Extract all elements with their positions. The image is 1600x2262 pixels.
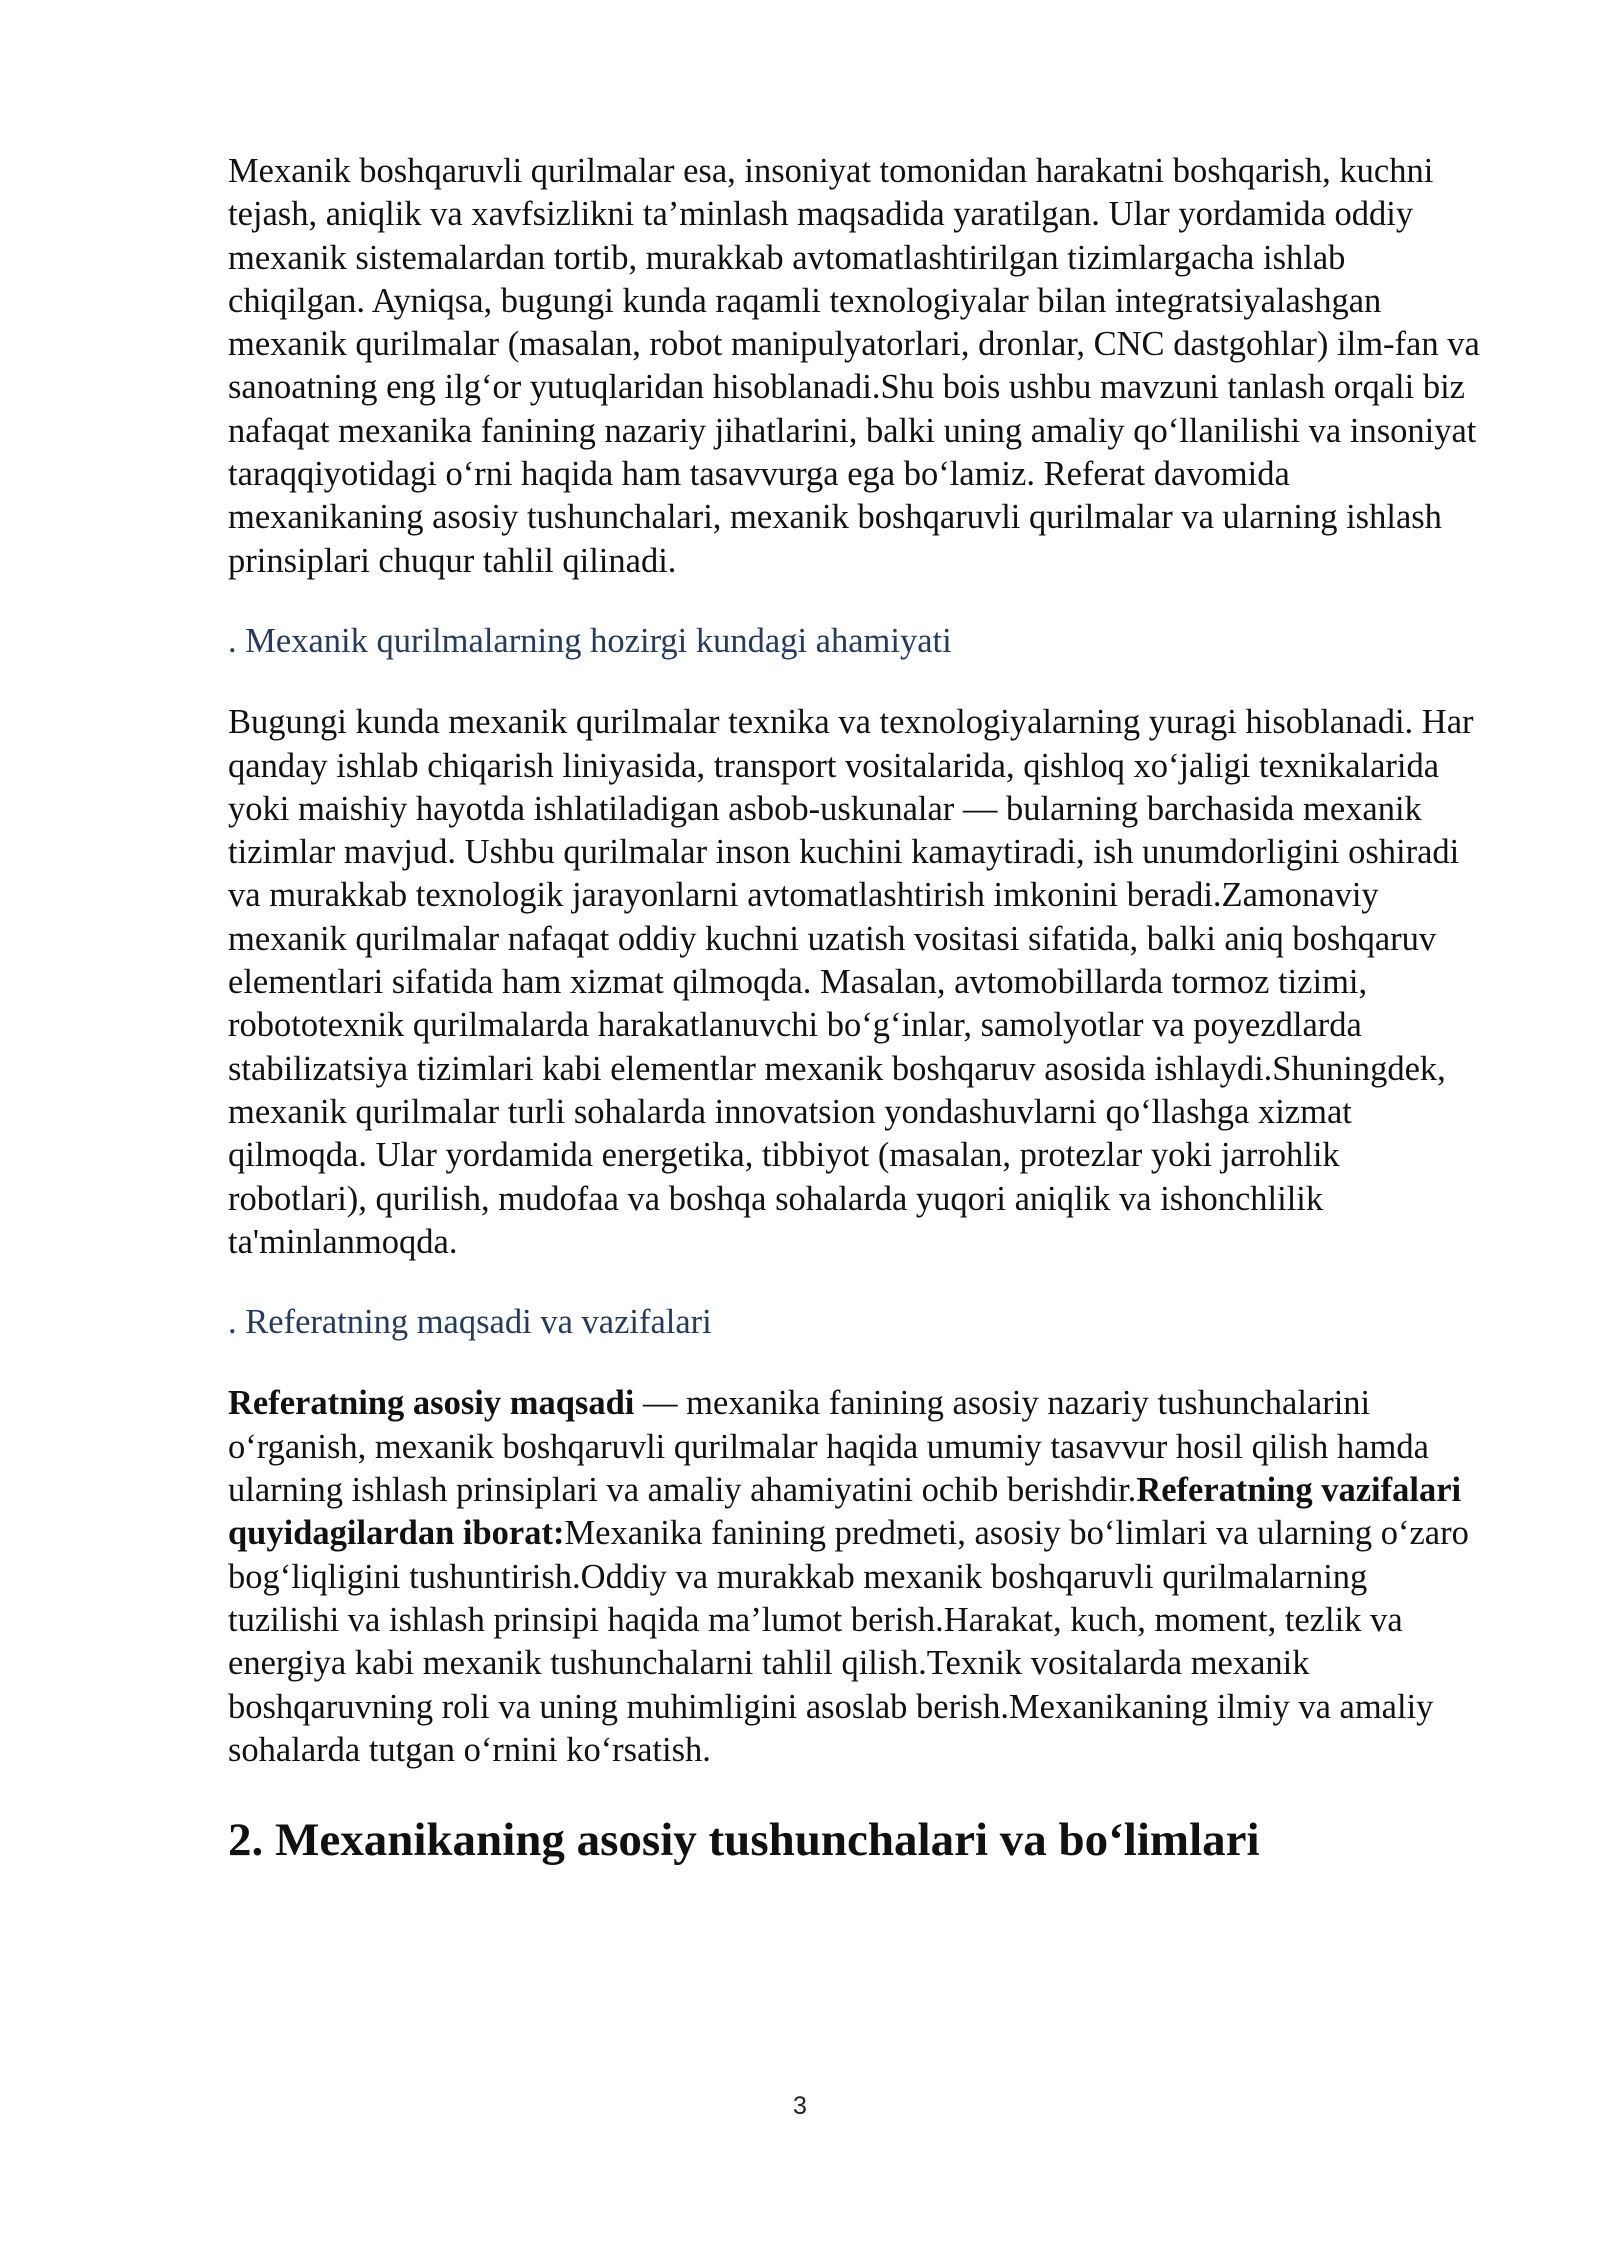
page-number: 3 bbox=[793, 2092, 807, 2120]
section-heading: 2. Mexanikaning asosiy tushunchalari va bo‘limlari bbox=[228, 1814, 1260, 1867]
intro-paragraph: Mexanik boshqaruvli qurilmalar esa, insoniyat tomonidan harakatni boshqarish, kuchni tejash, aniqlik va xavfsizlikni ta’minlash maqsadida yaratilgan. Ular yordamida oddiy mexanik sistemalardan tortib, murakkab avtomatlashtirilgan tizimlargacha ishlab chiqilgan. Ayniqsa, bugungi kunda raqamli texnologiyalar bilan integratsiyalashgan mexanik qurilmalar (masalan, robot manipulyatorlari, dronlar, CNC dastgohlar) ilm-fan va sanoatning eng ilg‘or yutuqlaridan hisoblanadi.Shu bois ushbu mavzuni tanlash orqali biz nafaqat mexanika fanining nazariy jihatlarini, balki uning amaliy qo‘llanilishi va insoniyat taraqqiyotidagi o‘rni haqida ham tasavvurga ega bo‘lamiz. Referat davomida mexanikaning asosiy tushunchalari, mexanik boshqaruvli qurilmalar va ularning ishlash prinsiplari chuqur tahlil qilinadi. bbox=[228, 152, 1480, 580]
goals-paragraph bbox=[228, 1382, 1482, 1772]
subheading-importance: . Mexanik qurilmalarning hozirgi kundagi ahamiyati bbox=[228, 621, 952, 660]
document-page bbox=[228, 150, 1482, 1868]
goals-text-tasks: Mexanika fanining predmeti, asosiy bo‘limlari va ularning o‘zaro bog‘liqligini tushuntirish.Oddiy va murakkab mexanik boshqaruvli qurilmalarning tuzilishi va ishlash prinsipi haqida ma’lumot berish.Harakat, kuch, moment, tezlik va energiya kabi mexanik tushunchalarni tahlil qilish.Texnik vositalarda mexanik boshqaruvning roli va uning muhimligini asoslab berish.Mexanikaning ilmiy va amaliy sohalarda tutgan o‘rnini ko‘rsatish. bbox=[228, 1514, 1469, 1769]
goals-text-main: — mexanika fanining asosiy nazariy tushunchalarini o‘rganish, mexanik boshqaruvli qurilmalar haqida umumiy tasavvur hosil qilish hamda ularning ishlash prinsiplari va amaliy ahamiyatini ochib berishdir. bbox=[228, 1384, 1429, 1510]
goals-bold-tasks: Referatning vazifalari quyidagilardan iborat: bbox=[228, 1471, 1462, 1553]
importance-paragraph: Bugungi kunda mexanik qurilmalar texnika va texnologiyalarning yuragi hisoblanadi. Har qanday ishlab chiqarish liniyasida, transport vositalarida, qishloq xo‘jaligi texnikalarida yoki maishiy hayotda ishlatiladigan asbob-uskunalar — bularning barchasida mexanik tizimlar mavjud. Ushbu qurilmalar inson kuchini kamaytiradi, ish unumdorligini oshiradi va murakkab texnologik jarayonlarni avtomatlashtirish imkonini beradi.Zamonaviy mexanik qurilmalar nafaqat oddiy kuchni uzatish vositasi sifatida, balki aniq boshqaruv elementlari sifatida ham xizmat qilmoqda. Masalan, avtomobillarda tormoz tizimi, robototexnik qurilmalarda harakatlanuvchi bo‘g‘inlar, samolyotlar va poyezdlarda stabilizatsiya tizimlari kabi elementlar mexanik boshqaruv asosida ishlaydi.Shuningdek, mexanik qurilmalar turli sohalarda innovatsion yondashuvlarni qo‘llashga xizmat qilmoqda. Ular yordamida energetika, tibbiyot (masalan, protezlar yoki jarrohlik robotlari), qurilish, mudofaa va boshqa sohalarda yuqori aniqlik va ishonchlilik ta'minlanmoqda. bbox=[228, 703, 1474, 1261]
goals-bold-main: Referatning asosiy maqsadi bbox=[228, 1384, 635, 1423]
subheading-goals: . Referatning maqsadi va vazifalari bbox=[228, 1303, 712, 1342]
